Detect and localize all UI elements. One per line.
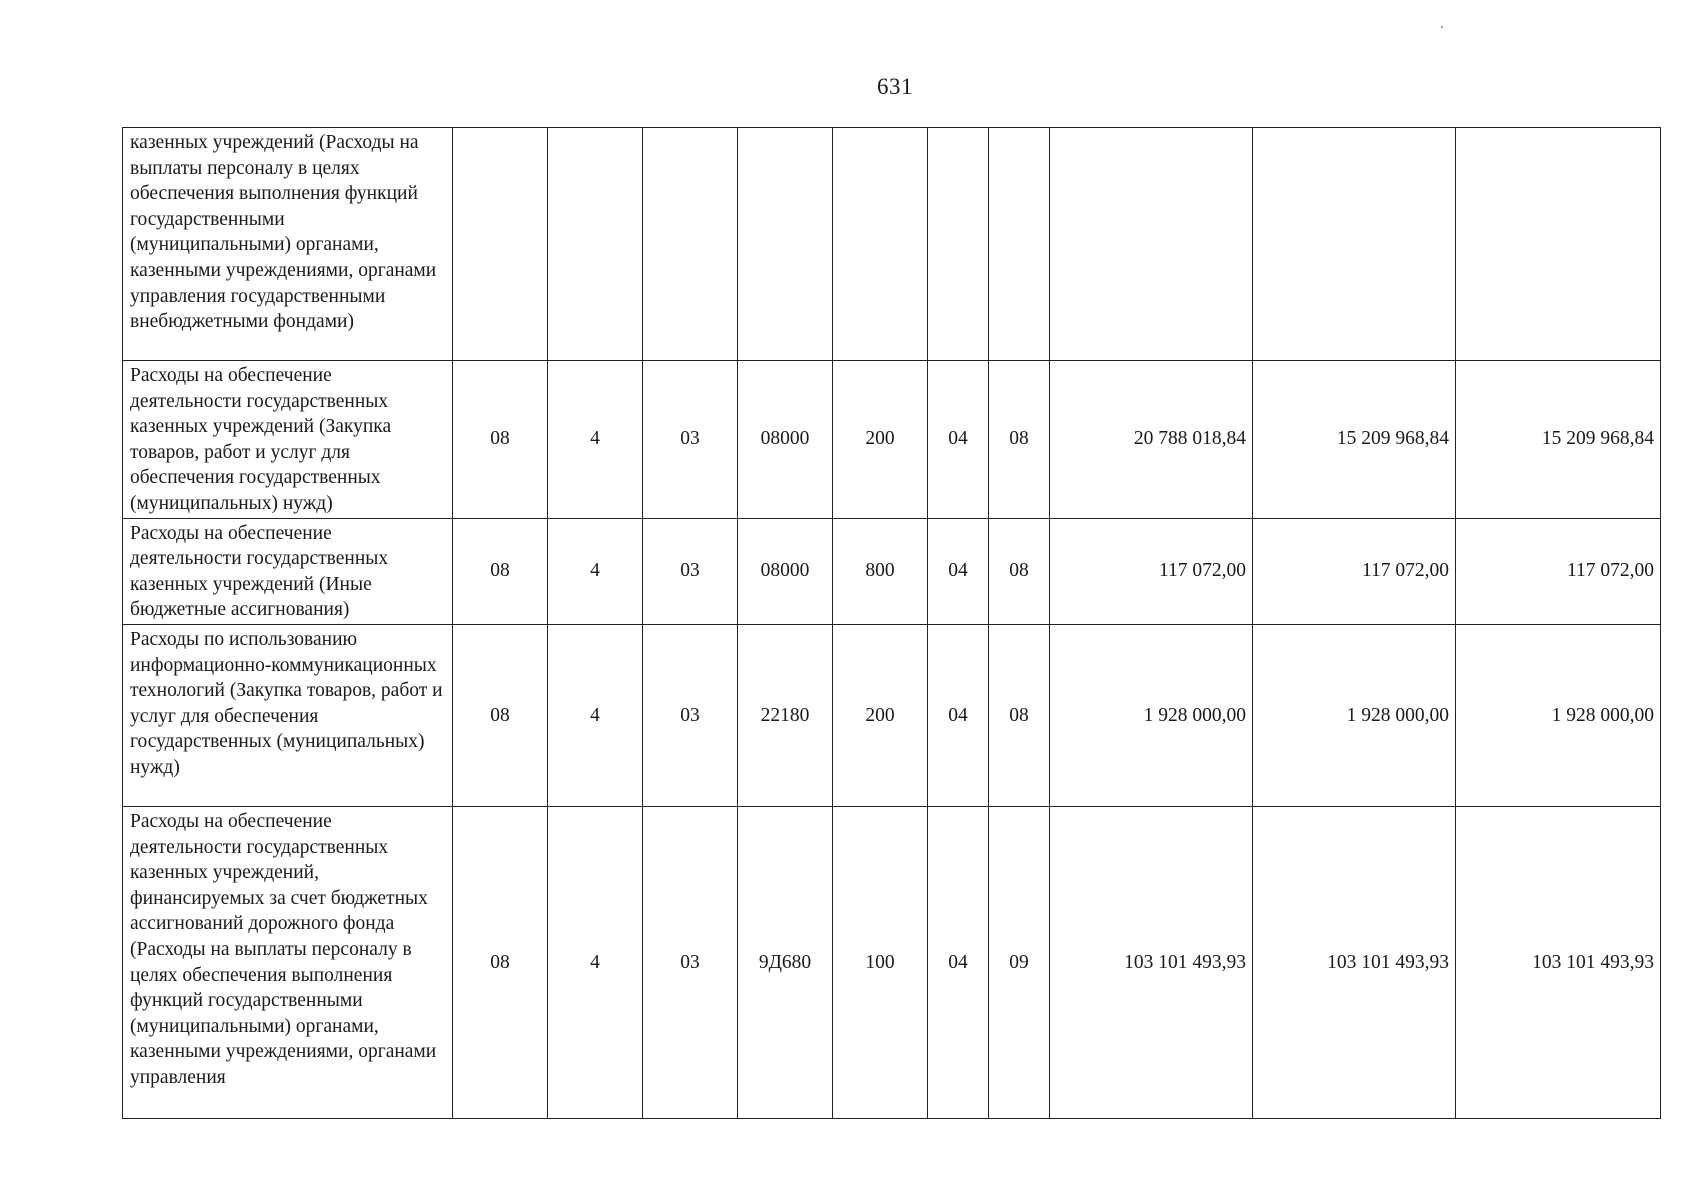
amount-3: 117 072,00 (1456, 518, 1661, 624)
code-2: 4 (548, 806, 643, 1118)
amount-2: 15 209 968,84 (1253, 361, 1456, 519)
amount-3: 103 101 493,93 (1456, 806, 1661, 1118)
code-5 (833, 128, 928, 361)
code-1: 08 (453, 806, 548, 1118)
table-row (123, 624, 1661, 806)
table-row (123, 128, 1661, 361)
row-description: Расходы по использованию информационно-коммуникационных технологий (Закупка товаров, работ и услуг для обеспечения государственных (муниципальных) нужд) (123, 624, 453, 806)
row-description: Расходы на обеспечение деятельности государственных казенных учреждений (Закупка товаров, работ и услуг для обеспечения государственных (муниципальных) нужд) (123, 361, 453, 519)
budget-table (122, 127, 1661, 1119)
code-5: 200 (833, 361, 928, 519)
amount-1: 20 788 018,84 (1050, 361, 1253, 519)
table-row (123, 806, 1661, 1118)
amount-1: 103 101 493,93 (1050, 806, 1253, 1118)
amount-2 (1253, 128, 1456, 361)
code-1: 08 (453, 624, 548, 806)
code-7 (989, 128, 1050, 361)
amount-1: 1 928 000,00 (1050, 624, 1253, 806)
code-3: 03 (643, 624, 738, 806)
amount-3: 15 209 968,84 (1456, 361, 1661, 519)
row-description: Расходы на обеспечение деятельности государственных казенных учреждений (Иные бюджетные ассигнования) (123, 518, 453, 624)
code-3: 03 (643, 361, 738, 519)
code-2 (548, 128, 643, 361)
table-row (123, 361, 1661, 519)
code-1: 08 (453, 361, 548, 519)
scan-speck (1441, 26, 1443, 28)
amount-1 (1050, 128, 1253, 361)
code-3 (643, 128, 738, 361)
code-2: 4 (548, 361, 643, 519)
code-6: 04 (928, 806, 989, 1118)
amount-2: 1 928 000,00 (1253, 624, 1456, 806)
code-4: 08000 (738, 361, 833, 519)
code-5: 800 (833, 518, 928, 624)
code-2: 4 (548, 624, 643, 806)
code-5: 200 (833, 624, 928, 806)
code-5: 100 (833, 806, 928, 1118)
code-6: 04 (928, 518, 989, 624)
code-7: 08 (989, 518, 1050, 624)
amount-3: 1 928 000,00 (1456, 624, 1661, 806)
amount-1: 117 072,00 (1050, 518, 1253, 624)
table-row (123, 518, 1661, 624)
code-3: 03 (643, 518, 738, 624)
code-1 (453, 128, 548, 361)
code-7: 08 (989, 361, 1050, 519)
amount-2: 117 072,00 (1253, 518, 1456, 624)
row-description: Расходы на обеспечение деятельности государственных казенных учреждений, финансируемых за счет бюджетных ассигнований дорожного фонда (Расходы на выплаты персоналу в целях обеспечения выполнения функций государственными (муниципальными) органами, казенными учреждениями, органами управления (123, 806, 453, 1118)
code-2: 4 (548, 518, 643, 624)
code-1: 08 (453, 518, 548, 624)
page-number: 631 (877, 74, 913, 99)
code-4 (738, 128, 833, 361)
code-3: 03 (643, 806, 738, 1118)
code-4: 22180 (738, 624, 833, 806)
code-4: 08000 (738, 518, 833, 624)
code-4: 9Д680 (738, 806, 833, 1118)
amount-2: 103 101 493,93 (1253, 806, 1456, 1118)
amount-3 (1456, 128, 1661, 361)
code-6: 04 (928, 624, 989, 806)
code-6: 04 (928, 361, 989, 519)
code-7: 09 (989, 806, 1050, 1118)
row-description: казенных учреждений (Расходы на выплаты персоналу в целях обеспечения выполнения функций государственными (муниципальными) органами, казенными учреждениями, органами управления государственными внебюджетными фондами) (123, 128, 453, 361)
code-6 (928, 128, 989, 361)
code-7: 08 (989, 624, 1050, 806)
